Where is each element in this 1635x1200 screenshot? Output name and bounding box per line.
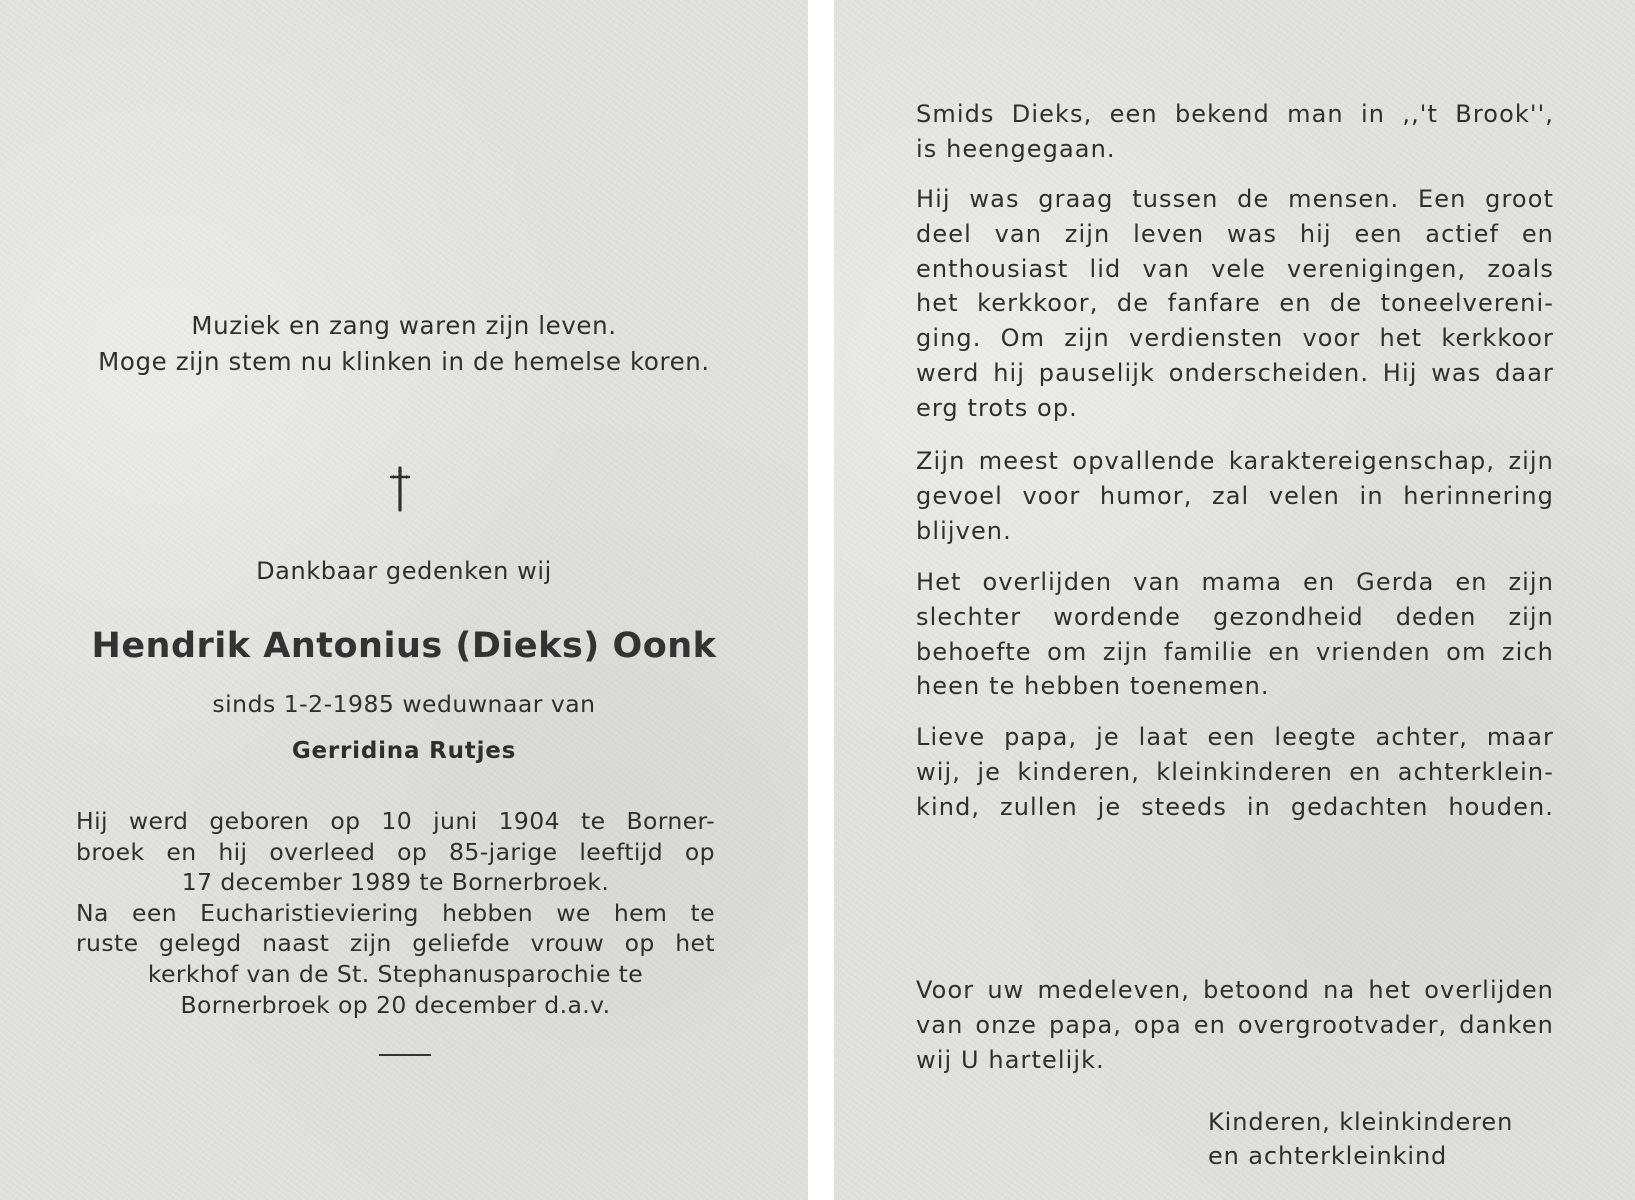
- text-line: Het overlijden van mama en Gerda en zijn: [916, 568, 1554, 596]
- text-line: Smids Dieks, een bekend man in ,,'t Brook'',: [916, 100, 1554, 128]
- bio-line: kerkhof van de St. Stephanusparochie te: [147, 959, 644, 988]
- deceased-name: Hendrik Antonius (Dieks) Oonk: [91, 626, 717, 666]
- text-line: Zijn meest opvallende karaktereigenschap, zijn: [916, 447, 1554, 475]
- closing-dash: [379, 1054, 431, 1056]
- text-line: deel van zijn leven was hij een actief en: [916, 219, 1554, 248]
- text-line: Lieve papa, je laat een leegte achter, maar: [916, 723, 1554, 751]
- paragraph-3: [916, 444, 1554, 548]
- paragraph-4: [916, 565, 1554, 704]
- motto-line: Muziek en zang waren zijn leven.: [191, 311, 617, 340]
- paragraph-5: [916, 720, 1554, 824]
- text-line: van onze papa, opa en overgrootvader, danken: [916, 1010, 1554, 1039]
- motto-line: Moge zijn stem nu klinken in de hemelse koren.: [98, 347, 710, 376]
- text-line: wij U hartelijk.: [916, 1045, 1105, 1074]
- text-line: is heengegaan.: [916, 134, 1116, 163]
- biography: [76, 806, 715, 1020]
- text-line: slechter wordende gezondheid deden zijn: [916, 602, 1554, 631]
- cross-icon: [388, 466, 412, 512]
- text-line: het kerkkoor, de fanfare en de toneelvereni-: [916, 289, 1554, 318]
- signature-line: en achterkleinkind: [1208, 1142, 1448, 1170]
- paragraph-2: [916, 182, 1554, 426]
- page-gutter: [808, 0, 834, 1200]
- motto: [60, 308, 748, 380]
- signature-line: Kinderen, kleinkinderen: [1208, 1108, 1514, 1136]
- thanks-paragraph: [916, 973, 1554, 1077]
- text-line: ging. Om zijn verdiensten voor het kerkkoor: [916, 324, 1554, 353]
- text-line: wij, je kinderen, kleinkinderen en achterklein-: [916, 757, 1554, 786]
- text-line: behoefte om zijn familie en vrienden om zich: [916, 637, 1554, 666]
- intro-text: Dankbaar gedenken wij: [256, 557, 552, 585]
- text-line: Voor uw medeleven, betoond na het overlijden: [916, 976, 1554, 1004]
- bio-line: 17 december 1989 te Bornerbroek.: [181, 868, 610, 897]
- spouse-name: Gerridina Rutjes: [291, 738, 517, 764]
- bio-line: Bornerbroek op 20 december d.a.v.: [180, 990, 611, 1019]
- bio-line: ruste gelegd naast zijn geliefde vrouw op het: [76, 929, 715, 958]
- text-line: gevoel voor humor, zal velen in herinnering: [916, 481, 1554, 510]
- text-line: erg trots op.: [916, 393, 1078, 422]
- text-line: blijven.: [916, 516, 1012, 545]
- text-line: kind, zullen je steeds in gedachten houden.: [916, 792, 1554, 821]
- signature: [1208, 1105, 1548, 1173]
- text-line: heen te hebben toenemen.: [916, 672, 1270, 701]
- bio-line: Hij werd geboren op 10 juni 1904 te Borner-: [76, 807, 715, 835]
- text-line: enthousiast lid van vele verenigingen, zoals: [916, 254, 1554, 283]
- text-line: Hij was graag tussen de mensen. Een groot: [916, 185, 1554, 213]
- bio-line: Na een Eucharistieviering hebben we hem te: [76, 898, 715, 927]
- paragraph-1: [916, 97, 1554, 167]
- text-line: werd hij pauselijk onderscheiden. Hij was daar: [916, 358, 1554, 387]
- bio-line: broek en hij overleed op 85-jarige leeftijd op: [76, 837, 715, 866]
- widower-line: sinds 1-2-1985 weduwnaar van: [212, 690, 596, 718]
